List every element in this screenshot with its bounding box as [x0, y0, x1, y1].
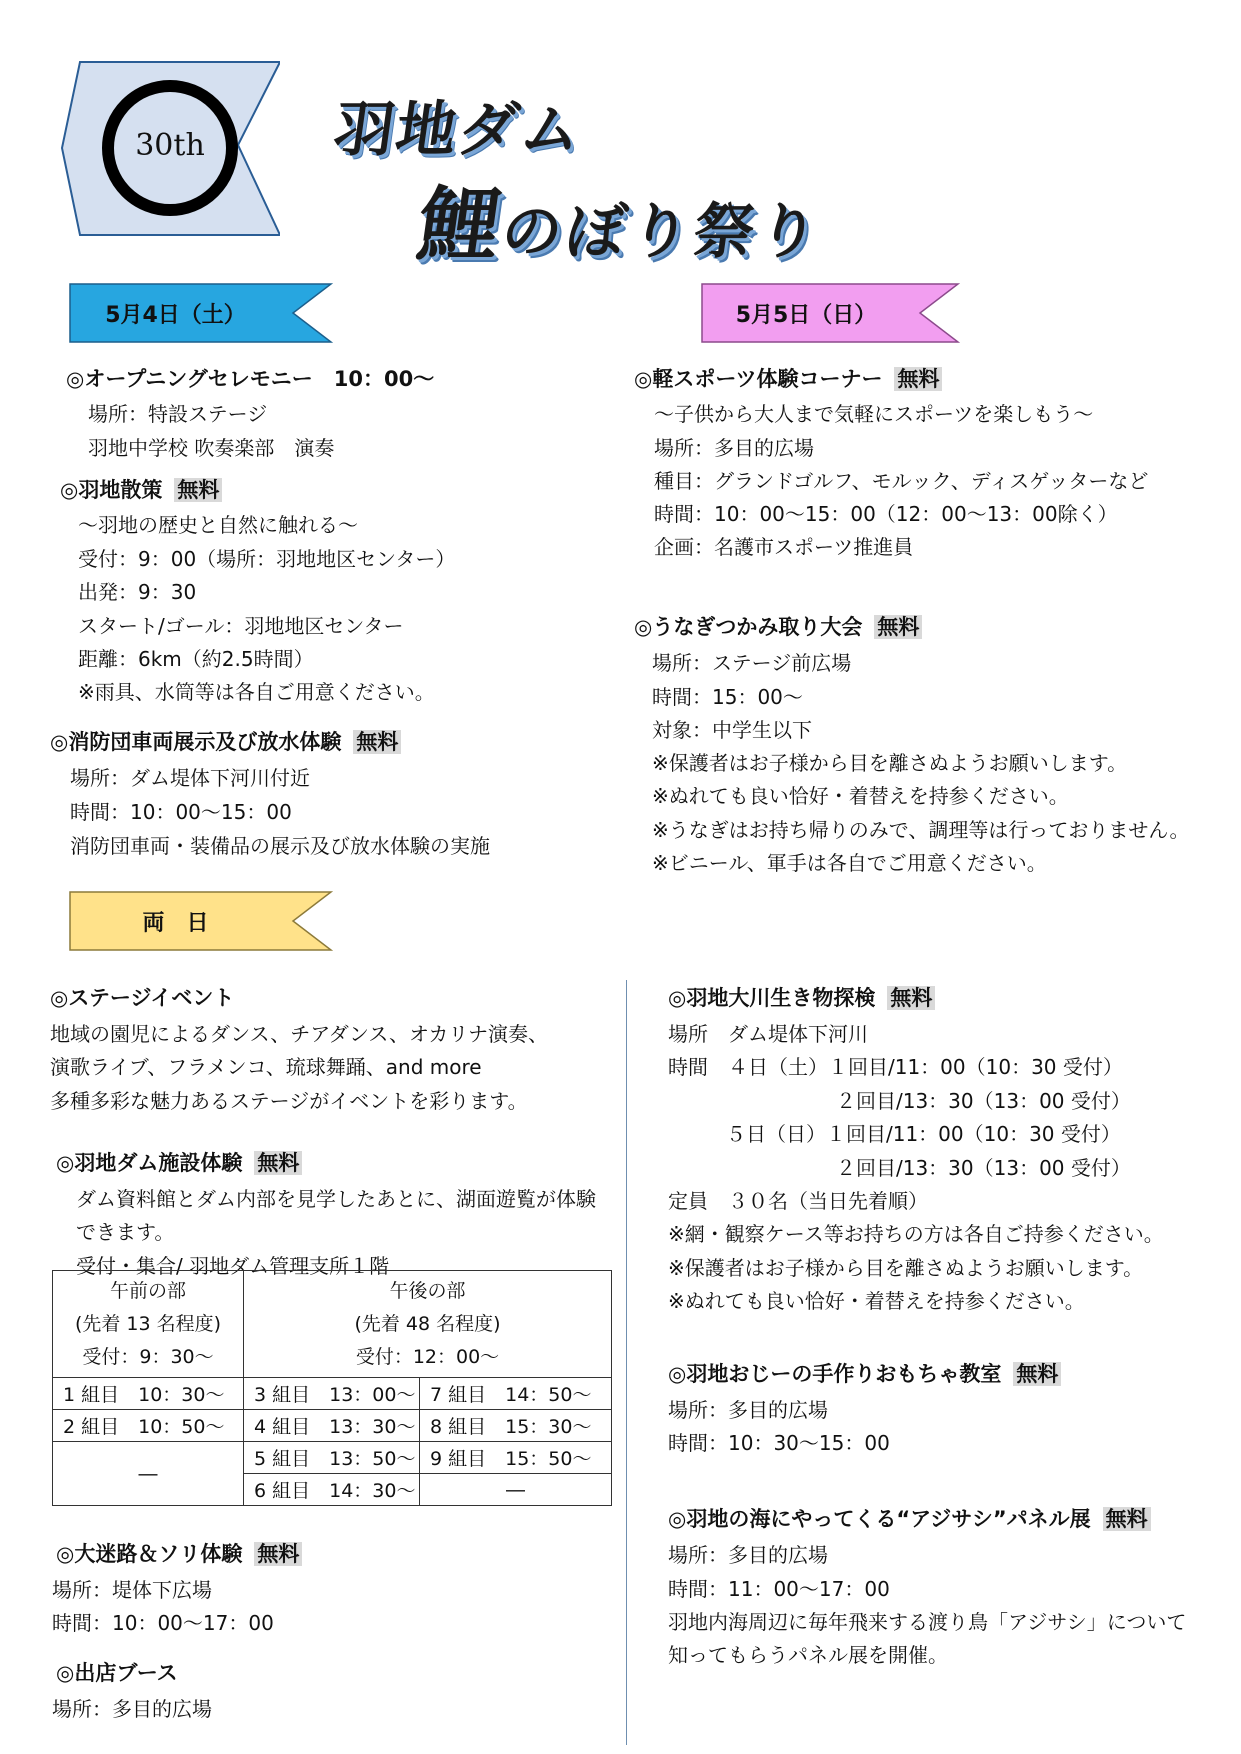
eel-line: ※うなぎはお持ち帰りのみで、調理等は行っておりません。: [652, 818, 1190, 842]
eel-line: 場所：ステージ前広場: [652, 651, 852, 675]
fire-title: ◎消防団車両展示及び放水体験: [50, 730, 342, 754]
badge-text: 30th: [135, 128, 205, 163]
creature-heading: [668, 985, 935, 1011]
dam-line: ダム資料館とダム内部を見学したあとに、湖面遊覧が体験: [76, 1187, 596, 1211]
eel-title: ◎うなぎつかみ取り大会: [634, 615, 863, 639]
eel-line: 時間：15：00～: [652, 685, 803, 709]
eel-heading: [634, 614, 922, 640]
am-header: 午前の部 (先着 13 名程度) 受付：9：30～: [53, 1271, 244, 1378]
stage-title: ◎ステージイベント: [50, 986, 235, 1010]
stage-line: 演歌ライブ、フラメンコ、琉球舞踊、and more: [50, 1055, 482, 1079]
panel-line: 知ってもらうパネル展を開催。: [668, 1643, 948, 1667]
sports-heading: [634, 366, 942, 392]
creature-line: ５日（日）１回目/11：00（10：30 受付）: [726, 1122, 1121, 1146]
walk-heading: [60, 477, 222, 503]
title-rest: のぼり祭り: [497, 197, 827, 267]
table-cell: 7 組目 14：50～: [420, 1378, 612, 1410]
dam-heading: [56, 1150, 302, 1176]
creature-line: ※保護者はお子様から目を離さぬようお願いします。: [668, 1256, 1144, 1280]
dam-line: できます。: [76, 1220, 175, 1244]
creature-line: 時間 ４日（土）１回目/11：00（10：30 受付）: [668, 1055, 1123, 1079]
fire-line: 場所：ダム堤体下河川付近: [70, 766, 310, 790]
dam-line: 受付・集合/ 羽地ダム管理支所１階: [76, 1254, 390, 1278]
creature-line: ２回目/13：30（13：00 受付）: [836, 1156, 1131, 1180]
dam-schedule-table: [52, 1270, 612, 1506]
toys-line: 場所：多目的広場: [668, 1398, 828, 1422]
table-cell: 9 組目 15：50～: [420, 1442, 612, 1474]
sports-title: ◎軽スポーツ体験コーナー: [634, 367, 883, 391]
toys-title: ◎羽地おじーの手作りおもちゃ教室: [668, 1362, 1002, 1386]
free-badge: 無料: [254, 1151, 302, 1175]
booth-title: ◎出店ブース: [56, 1661, 178, 1685]
creature-line: ※網・観察ケース等お持ちの方は各自ご持参ください。: [668, 1222, 1164, 1246]
tab-both: 両 日: [142, 911, 209, 936]
free-badge: 無料: [874, 615, 922, 639]
fire-line: 時間：10：00～15：00: [70, 800, 292, 824]
walk-line: 受付：9：00（場所：羽地地区センター）: [78, 547, 456, 571]
eel-line: ※ぬれても良い恰好・着替えを持参ください。: [652, 784, 1069, 808]
walk-title: ◎羽地散策: [60, 478, 163, 502]
panel-line: 時間：11：00～17：00: [668, 1577, 890, 1601]
stage-line: 多種多彩な魅力あるステージがイベントを彩ります。: [50, 1089, 528, 1113]
creature-line: ※ぬれても良い恰好・着替えを持参ください。: [668, 1289, 1085, 1313]
walk-line: スタート/ゴール：羽地地区センター: [78, 614, 404, 638]
free-badge: 無料: [1103, 1507, 1151, 1531]
opening-line: 羽地中学校 吹奏楽部 演奏: [88, 436, 335, 460]
walk-line: ※雨具、水筒等は各自ご用意ください。: [78, 680, 435, 704]
walk-line: 出発：9：30: [78, 580, 197, 604]
free-badge: 無料: [353, 730, 401, 754]
maze-line: 場所：堤体下広場: [52, 1578, 212, 1602]
free-badge: 無料: [887, 986, 935, 1010]
eel-line: 対象：中学生以下: [652, 718, 812, 742]
sports-line: 場所：多目的広場: [654, 436, 814, 460]
tab-day1: 5月4日（土）: [105, 303, 246, 328]
pm-header: 午後の部 (先着 48 名程度) 受付：12：00～: [244, 1271, 612, 1378]
title-koi: 鯉: [412, 177, 510, 271]
title-line1: 羽地ダム: [329, 95, 588, 165]
free-badge: 無料: [174, 478, 222, 502]
maze-heading: [56, 1541, 302, 1567]
walk-line: 距離：6km（約2.5時間）: [78, 647, 314, 671]
sports-line: 種目：グランドゴルフ、モルック、ディスゲッターなど: [654, 469, 1149, 493]
creature-line: ２回目/13：30（13：00 受付）: [836, 1089, 1131, 1113]
creature-title: ◎羽地大川生き物探検: [668, 986, 876, 1010]
stage-line: 地域の園児によるダンス、チアダンス、オカリナ演奏、: [50, 1022, 548, 1046]
panel-title: ◎羽地の海にやってくる“アジサシ”パネル展: [668, 1507, 1091, 1531]
sports-line: ～子供から大人まで気軽にスポーツを楽しもう～: [654, 402, 1094, 426]
free-badge: 無料: [894, 367, 942, 391]
opening-line: 場所：特設ステージ: [88, 402, 268, 426]
fire-heading: [50, 729, 401, 755]
eel-line: ※ビニール、軍手は各自でご用意ください。: [652, 851, 1047, 875]
sports-line: 企画：名護市スポーツ推進員: [654, 535, 914, 559]
panel-line: 羽地内海周辺に毎年飛来する渡り鳥「アジサシ」について: [668, 1610, 1187, 1634]
toys-heading: [668, 1361, 1061, 1387]
sports-line: 時間：10：00～15：00（12：00～13：00除く）: [654, 502, 1118, 526]
maze-title: ◎大迷路＆ソリ体験: [56, 1542, 243, 1566]
maze-line: 時間：10：00～17：00: [52, 1611, 274, 1635]
booth-line: 場所：多目的広場: [52, 1697, 212, 1721]
free-badge: 無料: [254, 1542, 302, 1566]
walk-line: ～羽地の歴史と自然に触れる～: [78, 513, 358, 537]
table-cell: 8 組目 15：30～: [420, 1410, 612, 1442]
table-cell: ―: [53, 1442, 244, 1506]
eel-line: ※保護者はお子様から目を離さぬようお願いします。: [652, 751, 1128, 775]
column-divider: [626, 980, 627, 1745]
title-line2: [412, 160, 832, 275]
creature-line: 場所 ダム堤体下河川: [668, 1022, 868, 1046]
creature-line: 定員 ３０名（当日先着順）: [668, 1189, 928, 1213]
fire-line: 消防団車両・装備品の展示及び放水体験の実施: [70, 834, 490, 858]
opening-title: ◎オープニングセレモニー 10：00～: [66, 367, 435, 391]
panel-line: 場所：多目的広場: [668, 1543, 828, 1567]
table-cell: 6 組目 14：30～: [244, 1474, 420, 1506]
table-cell: 2 組目 10：50～: [53, 1410, 244, 1442]
panel-heading: [668, 1506, 1151, 1532]
table-cell: ―: [420, 1474, 612, 1506]
table-cell: 1 組目 10：30～: [53, 1378, 244, 1410]
dam-title: ◎羽地ダム施設体験: [56, 1151, 243, 1175]
tab-day2: 5月5日（日）: [735, 303, 877, 328]
toys-line: 時間：10：30～15：00: [668, 1431, 890, 1455]
table-cell: 5 組目 13：50～: [244, 1442, 420, 1474]
free-badge: 無料: [1013, 1362, 1061, 1386]
table-cell: 4 組目 13：30～: [244, 1410, 420, 1442]
table-cell: 3 組目 13：00～: [244, 1378, 420, 1410]
